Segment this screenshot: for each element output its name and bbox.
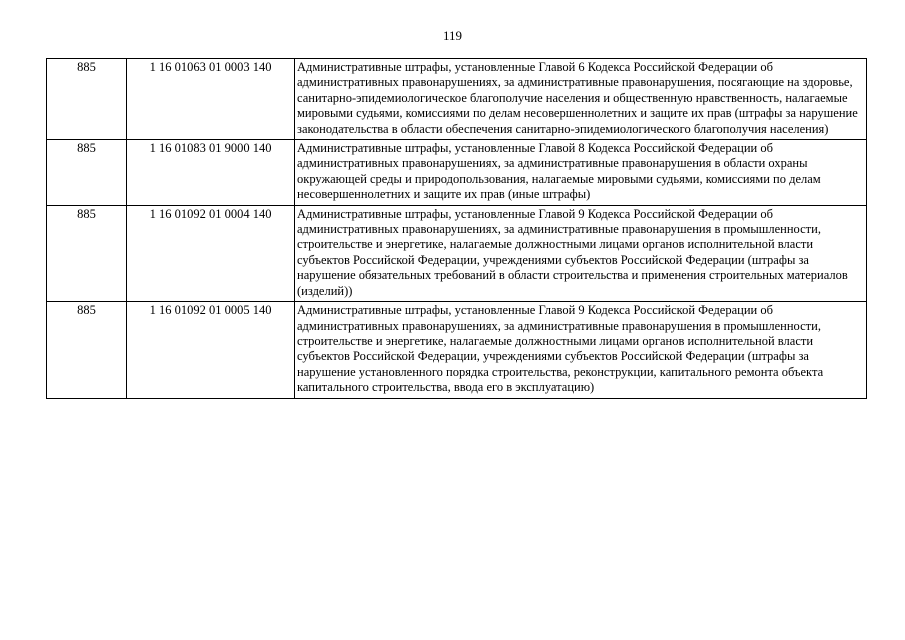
page-number: 119 <box>442 28 463 43</box>
budget-code-cell: 1 16 01092 01 0005 140 <box>127 302 295 398</box>
admin-code-cell: 885 <box>47 205 127 301</box>
description-cell: Административные штрафы, установленные Главой 9 Кодекса Российской Федерации об административных правонарушениях, за административные правонарушения в промышленности, строительстве и энергетике, налагаемые должностными лицами органов исполнительной власти субъектов Российской Федерации, учреждениями субъектов Российской Федерации (штрафы за нарушение установленного порядка строительства, реконструкции, капитального ремонта объекта капитального строительства, ввода его в эксплуатацию) <box>295 302 867 398</box>
admin-code-cell: 885 <box>47 302 127 398</box>
admin-code-cell: 885 <box>47 140 127 206</box>
budget-code-cell: 1 16 01092 01 0004 140 <box>127 205 295 301</box>
table-row <box>47 205 867 301</box>
description-cell: Административные штрафы, установленные Главой 6 Кодекса Российской Федерации об административных правонарушениях, за административные правонарушения, посягающие на здоровье, санитарно-эпидемиологическое благополучие населения и общественную нравственность, налагаемые мировыми судьями, комиссиями по делам несовершеннолетних и защите их прав (штрафы за нарушение законодательства в области обеспечения санитарно-эпидемиологического благополучия населения) <box>295 59 867 140</box>
description-cell: Административные штрафы, установленные Главой 8 Кодекса Российской Федерации об административных правонарушениях, за административные правонарушения в области охраны окружающей среды и природопользования, налагаемые мировыми судьями, комиссиями по делам несовершеннолетних и защите их прав (иные штрафы) <box>295 140 867 206</box>
table-row <box>47 140 867 206</box>
budget-code-cell: 1 16 01063 01 0003 140 <box>127 59 295 140</box>
description-cell: Административные штрафы, установленные Главой 9 Кодекса Российской Федерации об административных правонарушениях, за административные правонарушения в промышленности, строительстве и энергетике, налагаемые должностными лицами органов исполнительной власти субъектов Российской Федерации, учреждениями субъектов Российской Федерации (штрафы за нарушение обязательных требований в области строительства и применения строительных материалов (изделий)) <box>295 205 867 301</box>
table-row <box>47 59 867 140</box>
budget-codes-table <box>46 58 867 399</box>
admin-code-cell: 885 <box>47 59 127 140</box>
table-row <box>47 302 867 398</box>
budget-code-cell: 1 16 01083 01 9000 140 <box>127 140 295 206</box>
